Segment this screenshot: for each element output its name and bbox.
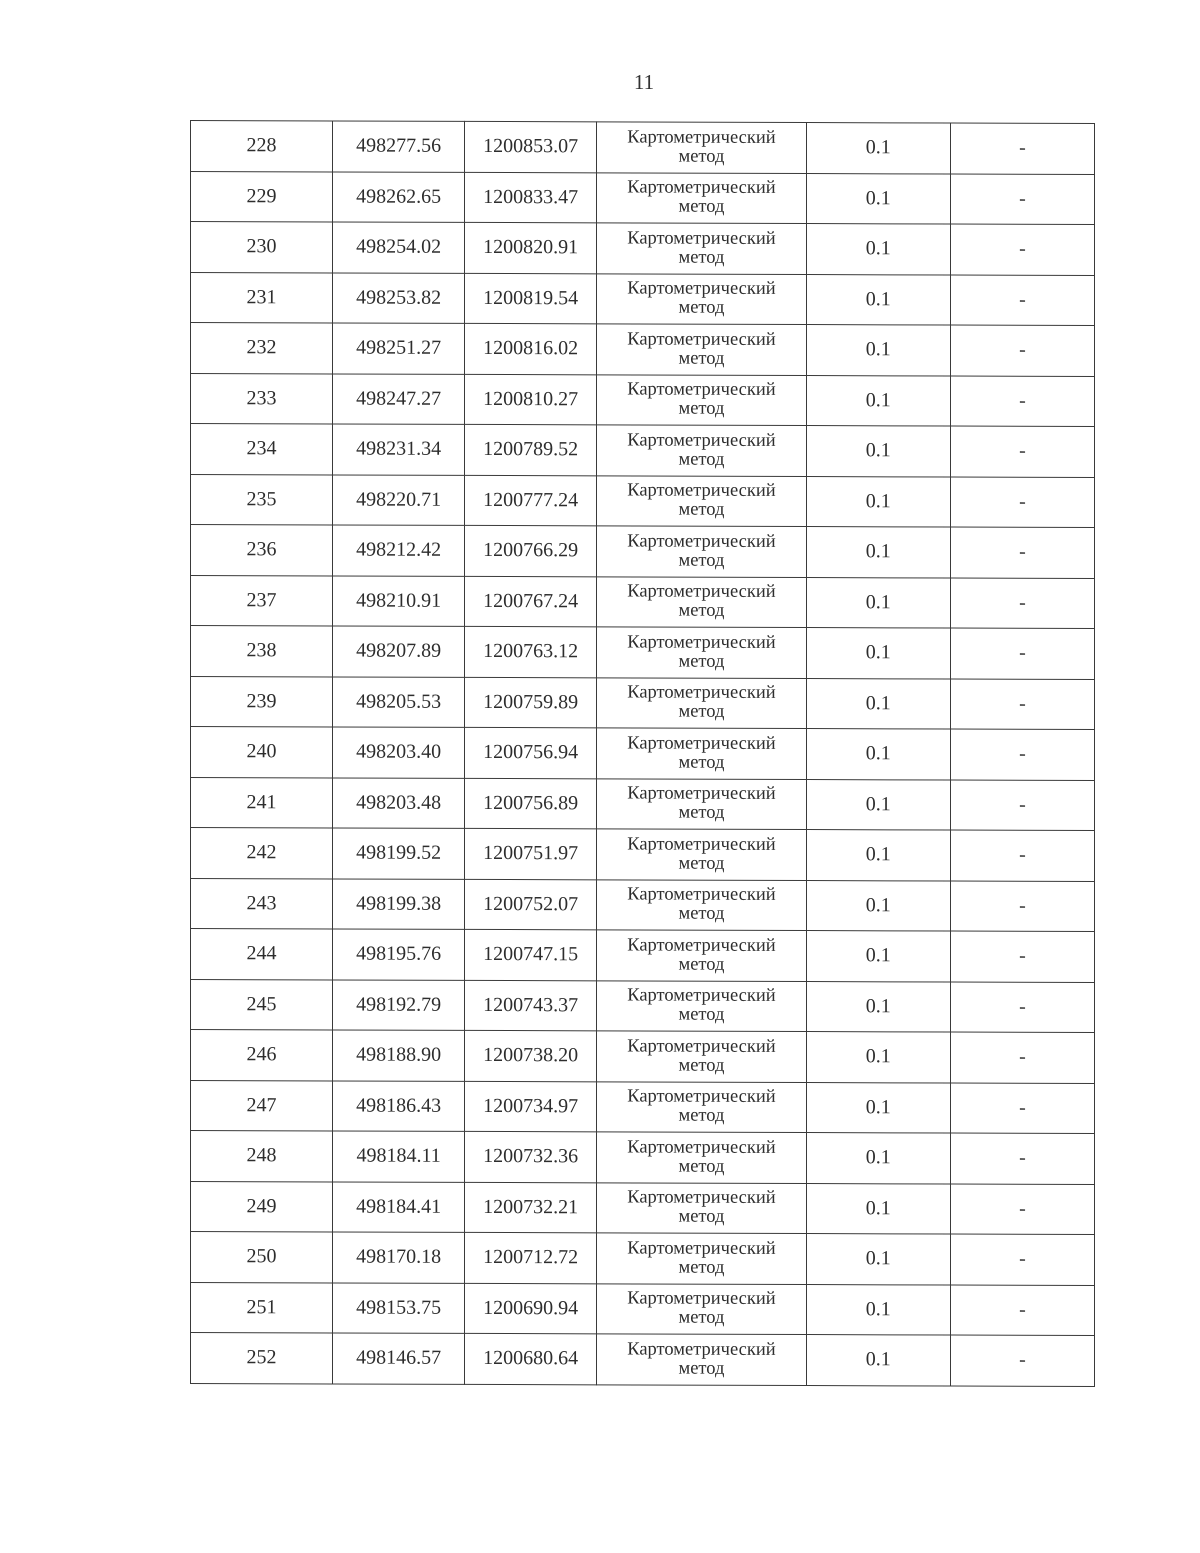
accuracy-cell: 0.1: [806, 678, 950, 729]
x-coordinate-cell: 498186.43: [333, 1080, 465, 1131]
coordinates-table: [190, 120, 1095, 1387]
table-row: [191, 1030, 1095, 1083]
method-cell: [597, 728, 807, 779]
note-cell: -: [950, 477, 1094, 528]
accuracy-cell: 0.1: [806, 1335, 950, 1386]
note-cell: -: [950, 931, 1094, 982]
method-line-1: Картометрический: [627, 480, 776, 502]
point-number-cell: 249: [191, 1181, 333, 1232]
accuracy-cell: 0.1: [806, 830, 950, 881]
method-line-1: Картометрический: [627, 379, 776, 401]
y-coordinate-cell: 1200732.21: [465, 1182, 597, 1233]
x-coordinate-cell: 498231.34: [333, 424, 465, 475]
table-body: [191, 121, 1095, 1386]
method-line-2: метод: [678, 1105, 725, 1127]
method-line-1: Картометрический: [627, 228, 776, 249]
point-number-cell: 230: [191, 222, 333, 273]
table-row: [191, 373, 1095, 426]
x-coordinate-cell: 498184.11: [333, 1131, 465, 1182]
method-cell: [597, 324, 807, 375]
method-cell: [597, 1283, 807, 1334]
method-line-2: метод: [678, 701, 725, 723]
method-line-1: Картометрический: [627, 632, 776, 653]
y-coordinate-cell: 1200756.94: [465, 727, 597, 778]
method-line-2: метод: [678, 196, 725, 218]
note-cell: -: [950, 376, 1094, 427]
table-row: [191, 878, 1095, 931]
table-row: [191, 929, 1095, 982]
x-coordinate-cell: 498184.41: [333, 1181, 465, 1232]
note-cell: -: [950, 1032, 1094, 1083]
note-cell: -: [950, 679, 1094, 730]
method-cell: [597, 930, 807, 981]
table-row: [191, 323, 1095, 376]
method-line-1: Картометрический: [627, 127, 776, 148]
method-line-2: метод: [678, 853, 725, 874]
point-number-cell: 234: [191, 424, 333, 475]
y-coordinate-cell: 1200759.89: [465, 677, 597, 728]
method-line-1: Картометрический: [627, 531, 776, 552]
y-coordinate-cell: 1200853.07: [465, 121, 597, 172]
method-cell: [597, 526, 807, 577]
accuracy-cell: 0.1: [806, 577, 950, 628]
y-coordinate-cell: 1200767.24: [465, 576, 597, 627]
method-cell: [597, 374, 807, 425]
method-line-2: метод: [678, 348, 725, 369]
method-line-1: Картометрический: [627, 1339, 776, 1360]
y-coordinate-cell: 1200756.89: [465, 778, 597, 829]
point-number-cell: 244: [191, 929, 333, 980]
note-cell: -: [950, 1083, 1094, 1134]
y-coordinate-cell: 1200766.29: [465, 525, 597, 576]
y-coordinate-cell: 1200732.36: [465, 1131, 597, 1182]
x-coordinate-cell: 498205.53: [333, 676, 465, 727]
method-cell: [597, 576, 807, 627]
x-coordinate-cell: 498220.71: [333, 474, 465, 525]
method-line-2: метод: [678, 651, 725, 672]
x-coordinate-cell: 498146.57: [333, 1333, 465, 1384]
accuracy-cell: 0.1: [806, 729, 950, 780]
method-line-1: Картометрический: [627, 733, 776, 754]
note-cell: -: [950, 123, 1094, 174]
method-cell: [597, 425, 807, 476]
y-coordinate-cell: 1200777.24: [465, 475, 597, 526]
point-number-cell: 247: [191, 1080, 333, 1131]
y-coordinate-cell: 1200747.15: [465, 929, 597, 980]
method-line-2: метод: [678, 1206, 725, 1228]
method-line-2: метод: [678, 146, 725, 167]
method-cell: [597, 1182, 807, 1233]
table-row: [191, 979, 1095, 1032]
y-coordinate-cell: 1200752.07: [465, 879, 597, 930]
accuracy-cell: 0.1: [806, 274, 950, 325]
point-number-cell: 235: [191, 474, 333, 525]
accuracy-cell: 0.1: [806, 173, 950, 224]
accuracy-cell: 0.1: [806, 1082, 950, 1133]
table-row: [191, 1080, 1095, 1133]
x-coordinate-cell: 498254.02: [333, 222, 465, 273]
point-number-cell: 239: [191, 676, 333, 727]
method-line-1: Картометрический: [627, 884, 776, 906]
method-line-2: метод: [678, 1055, 725, 1076]
x-coordinate-cell: 498203.48: [333, 777, 465, 828]
point-number-cell: 242: [191, 828, 333, 879]
table-row: [191, 1232, 1095, 1285]
method-line-1: Картометрический: [627, 278, 776, 300]
table-row: [191, 222, 1095, 275]
method-cell: [597, 1081, 807, 1132]
point-number-cell: 251: [191, 1282, 333, 1333]
method-line-2: метод: [678, 903, 725, 925]
method-line-2: метод: [678, 600, 725, 622]
point-number-cell: 228: [191, 121, 333, 172]
table-row: [191, 777, 1095, 830]
method-line-2: метод: [678, 297, 725, 319]
method-line-1: Картометрический: [627, 430, 776, 451]
method-line-2: метод: [678, 1307, 725, 1329]
y-coordinate-cell: 1200743.37: [465, 980, 597, 1031]
note-cell: -: [950, 1335, 1094, 1386]
method-line-1: Картометрический: [627, 1288, 776, 1310]
table-row: [191, 171, 1095, 224]
point-number-cell: 241: [191, 777, 333, 828]
method-line-2: метод: [678, 802, 725, 824]
y-coordinate-cell: 1200833.47: [465, 172, 597, 223]
table-row: [191, 1181, 1095, 1234]
accuracy-cell: 0.1: [806, 981, 950, 1032]
accuracy-cell: 0.1: [806, 224, 950, 275]
method-cell: [597, 172, 807, 223]
accuracy-cell: 0.1: [806, 1133, 950, 1184]
method-line-2: метод: [678, 550, 725, 571]
note-cell: -: [950, 780, 1094, 831]
point-number-cell: 237: [191, 575, 333, 626]
y-coordinate-cell: 1200819.54: [465, 273, 597, 324]
method-cell: [597, 1334, 807, 1385]
point-number-cell: 250: [191, 1232, 333, 1283]
x-coordinate-cell: 498195.76: [333, 929, 465, 980]
table-row: [191, 1282, 1095, 1335]
point-number-cell: 252: [191, 1333, 333, 1384]
method-cell: [597, 980, 807, 1031]
x-coordinate-cell: 498253.82: [333, 272, 465, 323]
x-coordinate-cell: 498170.18: [333, 1232, 465, 1283]
table-row: [191, 525, 1095, 578]
accuracy-cell: 0.1: [806, 628, 950, 679]
y-coordinate-cell: 1200690.94: [465, 1283, 597, 1334]
accuracy-cell: 0.1: [806, 880, 950, 931]
coordinates-table-wrapper: [190, 120, 1095, 1387]
method-line-2: метод: [678, 1257, 725, 1278]
x-coordinate-cell: 498153.75: [333, 1282, 465, 1333]
point-number-cell: 229: [191, 171, 333, 222]
point-number-cell: 246: [191, 1030, 333, 1081]
y-coordinate-cell: 1200810.27: [465, 374, 597, 425]
y-coordinate-cell: 1200751.97: [465, 828, 597, 879]
table-row: [191, 121, 1095, 174]
note-cell: -: [950, 578, 1094, 629]
note-cell: -: [950, 830, 1094, 881]
y-coordinate-cell: 1200680.64: [465, 1333, 597, 1384]
note-cell: -: [950, 881, 1094, 932]
point-number-cell: 231: [191, 272, 333, 323]
x-coordinate-cell: 498212.42: [333, 525, 465, 576]
method-line-1: Картометрический: [627, 329, 776, 350]
method-line-1: Картометрический: [627, 581, 776, 603]
note-cell: -: [950, 426, 1094, 477]
note-cell: -: [950, 325, 1094, 376]
accuracy-cell: 0.1: [806, 931, 950, 982]
method-line-2: метод: [678, 449, 725, 470]
method-cell: [597, 122, 807, 173]
method-line-2: метод: [678, 1004, 725, 1026]
note-cell: -: [950, 224, 1094, 275]
method-line-2: метод: [678, 398, 725, 420]
table-row: [191, 272, 1095, 325]
method-line-1: Картометрический: [627, 935, 776, 956]
method-line-1: Картометрический: [627, 1187, 776, 1209]
note-cell: -: [950, 982, 1094, 1033]
method-cell: [597, 273, 807, 324]
note-cell: -: [950, 527, 1094, 578]
table-row: [191, 1131, 1095, 1184]
y-coordinate-cell: 1200816.02: [465, 323, 597, 374]
note-cell: -: [950, 1133, 1094, 1184]
method-cell: [597, 778, 807, 829]
x-coordinate-cell: 498210.91: [333, 575, 465, 626]
method-cell: [597, 677, 807, 728]
note-cell: -: [950, 628, 1094, 679]
point-number-cell: 248: [191, 1131, 333, 1182]
accuracy-cell: 0.1: [806, 1032, 950, 1083]
method-cell: [597, 475, 807, 526]
accuracy-cell: 0.1: [806, 1284, 950, 1335]
x-coordinate-cell: 498247.27: [333, 373, 465, 424]
method-line-1: Картометрический: [627, 783, 776, 805]
x-coordinate-cell: 498188.90: [333, 1030, 465, 1081]
point-number-cell: 243: [191, 878, 333, 929]
method-line-2: метод: [678, 499, 725, 521]
accuracy-cell: 0.1: [806, 1234, 950, 1285]
note-cell: -: [950, 1184, 1094, 1235]
table-row: [191, 575, 1095, 628]
method-line-1: Картометрический: [627, 177, 776, 199]
table-row: [191, 1333, 1095, 1386]
method-cell: [597, 627, 807, 678]
x-coordinate-cell: 498192.79: [333, 979, 465, 1030]
y-coordinate-cell: 1200789.52: [465, 424, 597, 475]
method-line-2: метод: [678, 954, 725, 975]
note-cell: -: [950, 275, 1094, 326]
method-cell: [597, 1132, 807, 1183]
x-coordinate-cell: 498262.65: [333, 171, 465, 222]
table-row: [191, 626, 1095, 679]
note-cell: -: [950, 1285, 1094, 1336]
y-coordinate-cell: 1200820.91: [465, 222, 597, 273]
method-line-1: Картометрический: [627, 1036, 776, 1057]
accuracy-cell: 0.1: [806, 1183, 950, 1234]
y-coordinate-cell: 1200712.72: [465, 1232, 597, 1283]
table-row: [191, 474, 1095, 527]
x-coordinate-cell: 498251.27: [333, 323, 465, 374]
method-line-2: метод: [678, 752, 725, 773]
accuracy-cell: 0.1: [806, 325, 950, 376]
method-line-1: Картометрический: [627, 834, 776, 855]
y-coordinate-cell: 1200738.20: [465, 1030, 597, 1081]
point-number-cell: 240: [191, 727, 333, 778]
page-number: 11: [633, 70, 655, 94]
method-cell: [597, 223, 807, 274]
note-cell: -: [950, 1234, 1094, 1285]
table-row: [191, 676, 1095, 729]
y-coordinate-cell: 1200763.12: [465, 626, 597, 677]
method-cell: [597, 1031, 807, 1082]
y-coordinate-cell: 1200734.97: [465, 1081, 597, 1132]
method-line-2: метод: [678, 1156, 725, 1177]
point-number-cell: 238: [191, 626, 333, 677]
x-coordinate-cell: 498199.52: [333, 828, 465, 879]
method-cell: [597, 879, 807, 930]
x-coordinate-cell: 498203.40: [333, 727, 465, 778]
method-line-1: Картометрический: [627, 682, 776, 704]
table-row: [191, 727, 1095, 780]
table-row: [191, 828, 1095, 881]
note-cell: -: [950, 174, 1094, 225]
accuracy-cell: 0.1: [806, 476, 950, 527]
accuracy-cell: 0.1: [806, 527, 950, 578]
method-line-1: Картометрический: [627, 1137, 776, 1158]
accuracy-cell: 0.1: [806, 779, 950, 830]
x-coordinate-cell: 498207.89: [333, 626, 465, 677]
table-row: [191, 424, 1095, 477]
method-cell: [597, 829, 807, 880]
point-number-cell: 236: [191, 525, 333, 576]
method-cell: [597, 1233, 807, 1284]
x-coordinate-cell: 498277.56: [333, 121, 465, 172]
point-number-cell: 232: [191, 323, 333, 374]
method-line-1: Картометрический: [627, 1086, 776, 1108]
method-line-1: Картометрический: [627, 1238, 776, 1259]
accuracy-cell: 0.1: [806, 123, 950, 174]
method-line-1: Картометрический: [627, 985, 776, 1007]
method-line-2: метод: [678, 1358, 725, 1379]
accuracy-cell: 0.1: [806, 426, 950, 477]
point-number-cell: 245: [191, 979, 333, 1030]
method-line-2: метод: [678, 247, 725, 268]
accuracy-cell: 0.1: [806, 375, 950, 426]
x-coordinate-cell: 498199.38: [333, 878, 465, 929]
point-number-cell: 233: [191, 373, 333, 424]
note-cell: -: [950, 729, 1094, 780]
